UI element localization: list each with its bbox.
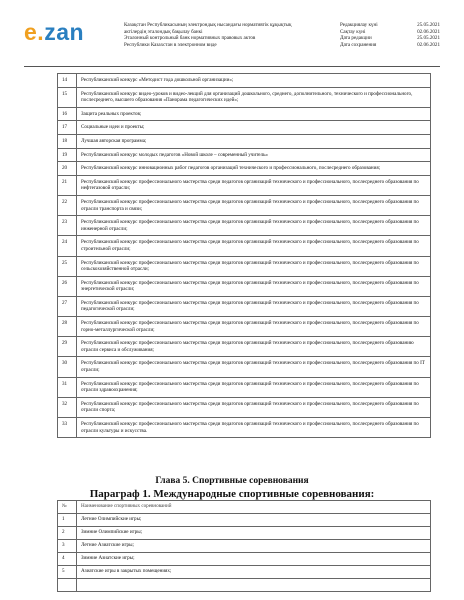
- paragraph-title: Параграф 1. Международные спортивные соревнования:: [89, 488, 375, 500]
- table-row: [58, 357, 431, 377]
- row-text: Республиканский конкурс профессионального мастерства среди педагогов организаций технического и профессионального, послесреднего образования по отрасли спорта;: [77, 397, 431, 417]
- table-row: [58, 527, 431, 540]
- row-number: 21: [58, 175, 77, 195]
- row-text: Республиканский конкурс профессионального мастерства среди педагогов организаций технического и профессионального, послесреднего образованию отрасли сервиса и обслуживания;: [77, 337, 431, 357]
- row-text: [77, 579, 431, 592]
- row-number: 1: [58, 514, 77, 527]
- table-row: [58, 276, 431, 296]
- chapter-title: Глава 5. Спортивные соревнования: [155, 476, 309, 486]
- row-text: Летние Азиатские игры;: [77, 540, 431, 553]
- document-header: [0, 0, 464, 66]
- row-number: 31: [58, 377, 77, 397]
- row-number: 5: [58, 566, 77, 579]
- row-number: 25: [58, 256, 77, 276]
- row-text: Республиканский конкурс профессионального мастерства среди педагогов организаций технического и профессионального, послесреднего образования по отрасли транспорта и связи;: [77, 195, 431, 215]
- row-text: Зимние Олимпийские игры;: [77, 527, 431, 540]
- row-text: Летние Олимпийские игры;: [77, 514, 431, 527]
- row-text: Азиатские игры в закрытых помещениях;: [77, 566, 431, 579]
- row-text: Лучшая авторская программа;: [77, 134, 431, 148]
- row-number: 16: [58, 107, 77, 121]
- header-line: актілердің эталондық бақылау банкі: [124, 28, 203, 35]
- row-number: 19: [58, 148, 77, 162]
- table-row: [58, 553, 431, 566]
- row-text: Республиканский конкурс профессионального мастерства среди педагогов организаций технического и профессионального, послесреднего образования по педагогической отрасли;: [77, 296, 431, 316]
- header-source-text: [124, 22, 324, 48]
- row-text: Республиканский конкурс молодых педагогов «Новой школе – современный учитель»: [77, 148, 431, 162]
- table-row: [58, 418, 431, 438]
- row-number: №: [58, 501, 77, 514]
- row-number: 26: [58, 276, 77, 296]
- table-row: [58, 148, 431, 162]
- table-row: [58, 501, 431, 514]
- table-row: [58, 162, 431, 176]
- row-text: Республиканский конкурс профессионального мастерства среди педагогов организаций технического и профессионального, послесреднего образования по отрасли здравоохранения;: [77, 377, 431, 397]
- row-text: Республиканский конкурс профессионального мастерства среди педагогов организаций технического и профессионального, послесреднего образования по энергетической отрасли;: [77, 276, 431, 296]
- table-row: [58, 74, 431, 88]
- row-number: 20: [58, 162, 77, 176]
- row-text: Республиканский конкурс профессионального мастерства среди педагогов организаций технического и профессионального, послесреднего образования по строительной отрасли;: [77, 236, 431, 256]
- row-number: 23: [58, 216, 77, 236]
- row-number: 2: [58, 527, 77, 540]
- table-row: [58, 337, 431, 357]
- row-number: 28: [58, 317, 77, 337]
- table-row: [58, 256, 431, 276]
- meta-row: Редакциялау күні 25.05.2021: [340, 22, 440, 28]
- table-row: [58, 540, 431, 553]
- row-text: Зимние Азиатские игры;: [77, 553, 431, 566]
- row-number: 30: [58, 357, 77, 377]
- row-number: 27: [58, 296, 77, 316]
- row-number: 24: [58, 236, 77, 256]
- row-text: Республиканский конкурс профессионального мастерства среди педагогов организаций технического и профессионального, послесреднего образования по сельскохозяйственной отрасли;: [77, 256, 431, 276]
- row-text: Республиканский конкурс «Методист года дошкольной организации»;: [77, 74, 431, 88]
- row-text: Республиканский конкурс видео-уроков и видео-лекций для организаций дошкольного, среднего, дополнительного, технического и профессионального, послесреднего, высшего образования «Панорама педагогических идей»;: [77, 87, 431, 107]
- table-row: [58, 377, 431, 397]
- row-number: 33: [58, 418, 77, 438]
- meta-row: Сақтау күні 02.06.2021: [340, 28, 440, 35]
- competitions-table: [57, 73, 431, 438]
- table-row: [58, 317, 431, 337]
- meta-row: Дата сохранения 02.06.2021: [340, 41, 440, 48]
- row-text: Наименование спортивных соревнований: [77, 501, 431, 514]
- row-number: 17: [58, 121, 77, 135]
- table-row: [58, 134, 431, 148]
- header-line: Эталонный контрольный банк нормативных правовых актов: [124, 35, 256, 42]
- row-number: 32: [58, 397, 77, 417]
- table-row: [58, 566, 431, 579]
- table-row: [58, 195, 431, 215]
- table-row: [58, 296, 431, 316]
- table-row: [58, 397, 431, 417]
- table-row: [58, 579, 431, 592]
- header-divider: [24, 66, 440, 67]
- row-number: 14: [58, 74, 77, 88]
- table-row: [58, 87, 431, 107]
- row-text: Республиканский конкурс профессионального мастерства среди педагогов организаций технического и профессионального, послесреднего образования по отрасли культуры и искусства.: [77, 418, 431, 438]
- table-row: [58, 107, 431, 121]
- row-text: Республиканский конкурс профессионального мастерства среди педагогов организаций технического и профессионального, послесреднего образования по инженерной отрасли;: [77, 216, 431, 236]
- header-dates: [340, 22, 440, 48]
- row-number: 29: [58, 337, 77, 357]
- row-number: 4: [58, 553, 77, 566]
- row-text: Республиканский конкурс профессионального мастерства среди педагогов организаций технического и профессионального, послесреднего образования по горно-металлургической отрасли;: [77, 317, 431, 337]
- sports-competitions-table: [57, 500, 431, 592]
- row-text: Республиканский конкурс инновационных работ педагогов организаций технического и профессионального, послесреднего образования;: [77, 162, 431, 176]
- table-row: [58, 121, 431, 135]
- meta-row: Дата редакции 25.05.2021: [340, 35, 440, 42]
- header-line: Казақстан Республикасының электрондық нысандағы нормативтік құқықтық: [124, 22, 292, 28]
- table-row: [58, 236, 431, 256]
- row-text: Защита реальных проектов;: [77, 107, 431, 121]
- row-number: 18: [58, 134, 77, 148]
- table-row: [58, 175, 431, 195]
- header-line: Республики Казахстан в электронном виде: [124, 41, 217, 48]
- row-text: Социальные идеи и проекты;: [77, 121, 431, 135]
- row-text: Республиканский конкурс профессионального мастерства среди педагогов организаций технического и профессионального, послесреднего образования по нефтегазовой отрасли;: [77, 175, 431, 195]
- row-text: Республиканский конкурс профессионального мастерства среди педагогов организаций технического и профессионального, послесреднего образования по IT отрасли;: [77, 357, 431, 377]
- row-number: [58, 579, 77, 592]
- table-row: [58, 514, 431, 527]
- row-number: 3: [58, 540, 77, 553]
- table-row: [58, 216, 431, 236]
- ezan-logo: e.zan: [24, 19, 85, 45]
- row-number: 22: [58, 195, 77, 215]
- row-number: 15: [58, 87, 77, 107]
